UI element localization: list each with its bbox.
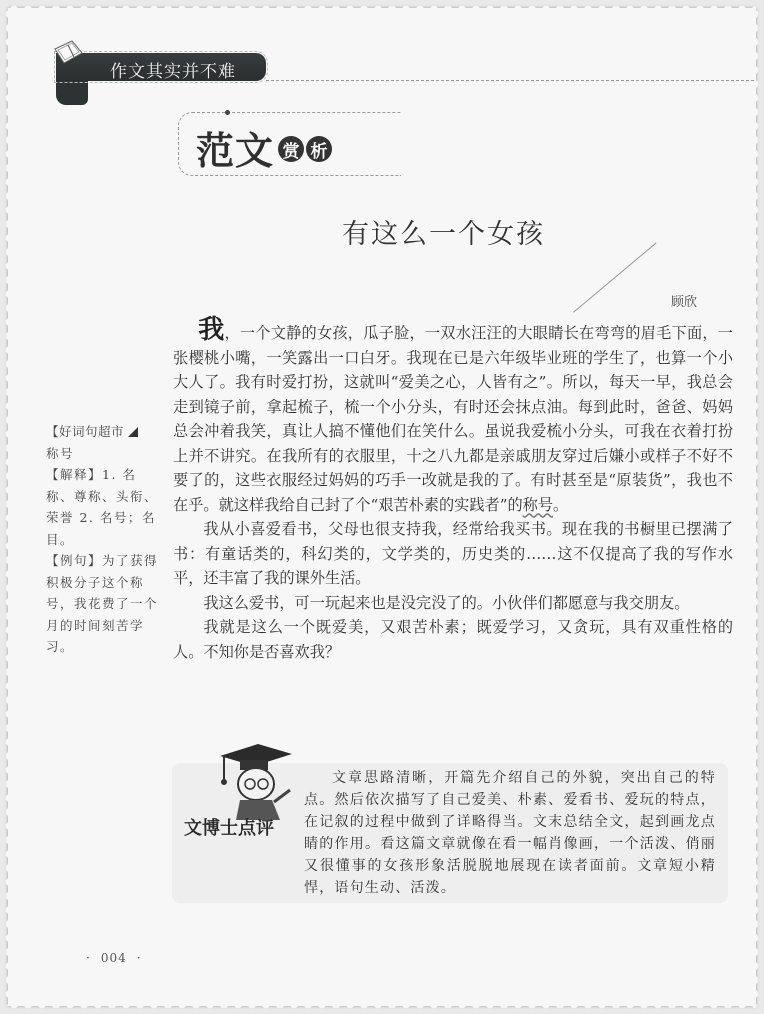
section-title: 范文 — [196, 128, 275, 173]
page-edge-right — [754, 8, 762, 1006]
section-dot — [225, 110, 230, 115]
page-edge-bottom — [8, 1004, 756, 1012]
chapter-title: 作文其实并不难 — [110, 62, 236, 82]
highlighted-word: 称号 — [522, 495, 554, 514]
triangle-marker-icon — [128, 427, 138, 437]
page-edge-top — [8, 2, 756, 10]
section-badges — [278, 136, 332, 162]
comment-text-block — [304, 767, 716, 899]
sidebar-heading: 【好词句超市 — [46, 421, 162, 443]
paragraph: 我从小喜爱看书，父母也很支持我，经常给我买书。现在我的书橱里已摆满了书：有童话类的，科幻类的，文学类的，历史类的……这不仅提高了我的写作水平，还丰富了我的课外生活。 — [173, 520, 733, 587]
paragraph: 我就是这么一个既爱美，又艰苦朴素；既爱学习，又贪玩，具有双重性格的人。不知你是否喜欢我？ — [173, 618, 733, 661]
comment-label: 文博士点评 — [184, 818, 274, 839]
chapter-banner — [52, 53, 266, 105]
article-author: 顾欣 — [671, 295, 698, 310]
vocab-example: 【例句】为了获得积极分子这个称号，我花费了一个月的时间刻苦学习。 — [46, 553, 159, 654]
drop-cap: 我 — [198, 315, 225, 345]
paragraph: 我，一个文静的女孩，瓜子脸，一双水汪汪的大眼睛长在弯弯的眉毛下面，一张樱桃小嘴，一笑露出一口白牙。我现在已是六年级毕业班的学生了，也算一个小大人了。我有时爱打扮，这就叫“爱美之心，人皆有之”。所以，每天一早，我总会走到镜子前，拿起梳子，梳一个小分头，有时还会抹点油。每到此时，爸爸、妈妈总会冲着我笑，真让人搞不懂他们在笑什么。虽说我爱梳小分头，可我在衣着打扮上并不讲究。在我所有的衣服里，十之八九都是亲戚朋友穿过后嫌小或样子不好不要了的，这些衣服经过妈妈的巧手一改就是我的了。有时甚至是“原装货”，我也不在乎。就这样我给自己封了个“艰苦朴素的实践者”的称号。 — [173, 315, 733, 514]
page-edge-left — [2, 8, 10, 1006]
vocabulary-sidebar — [46, 421, 162, 658]
section-badge: 析 — [306, 136, 332, 162]
comment-text: 文章思路清晰，开篇先介绍自己的外貌，突出自己的特点。然后依次描写了自己爱美、朴素、爱看书、爱玩的特点，在记叙的过程中做到了详略得当。文末总结全文，起到画龙点睛的作用。看这篇文章就像在看一幅肖像画，一个活泼、俏丽又很懂事的女孩形象活脱脱地展现在读者面前。文章短小精悍，语句生动、活泼。 — [304, 770, 716, 896]
header-divider — [266, 80, 754, 81]
open-book-icon — [52, 39, 86, 67]
vocab-explanation: 【解释】1. 名称、尊称、头衔、荣誉 2. 名号；名目。 — [46, 467, 159, 547]
article-body — [173, 315, 733, 664]
page-number: · 004 · — [86, 951, 142, 965]
article-title: 有这么一个女孩 — [342, 219, 545, 250]
paragraph: 我这么爱书，可一玩起来也是没完没了的。小伙伴们都愿意与我交朋友。 — [203, 593, 690, 612]
doctor-graduate-icon — [210, 742, 300, 822]
vocab-word: 称号 — [46, 445, 75, 461]
section-badge: 赏 — [278, 136, 304, 162]
